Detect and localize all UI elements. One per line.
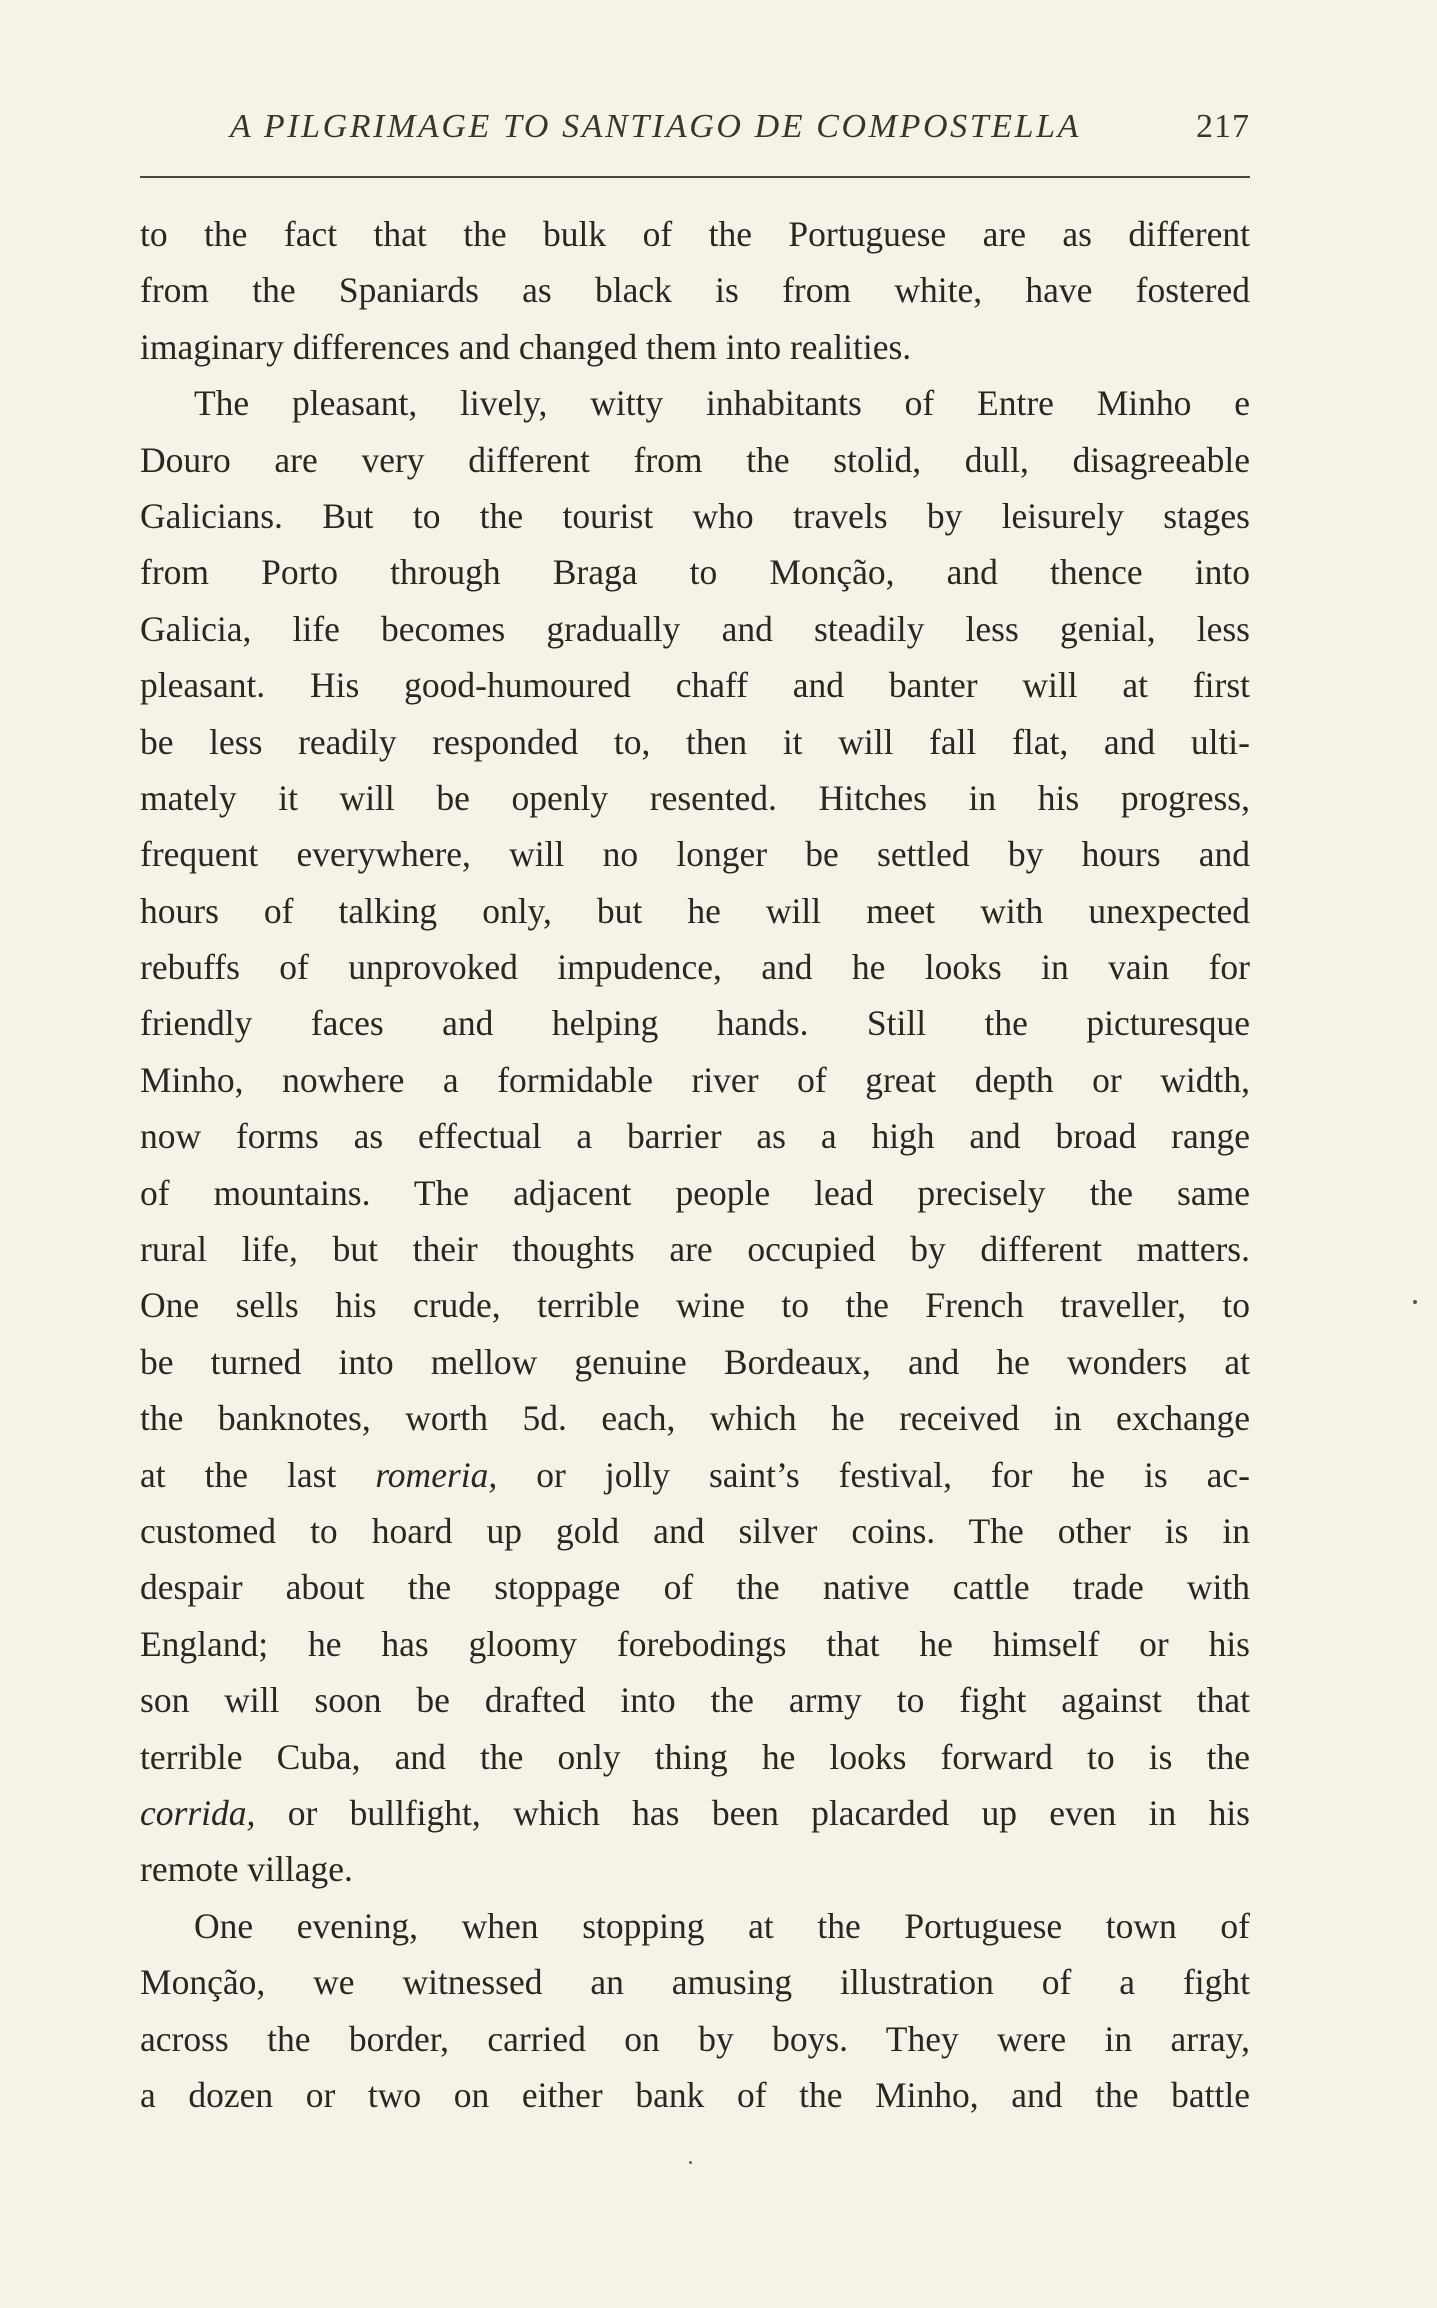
text-line: terrible Cuba, and the only thing he looks forward to is the [140, 1736, 1250, 1777]
text-line: despair about the stoppage of the native cattle trade with [140, 1567, 1250, 1608]
text-line: across the border, carried on by boys. They were in array, [140, 2018, 1250, 2059]
text-line: imaginary differences and changed them into realities. [140, 326, 912, 367]
text-line: hours of talking only, but he will meet with unexpected [140, 890, 1250, 931]
text-line: mately it will be openly resented. Hitches in his progress, [140, 777, 1250, 818]
margin-speck [1413, 1300, 1417, 1304]
text-line: Galicia, life becomes gradually and steadily less genial, less [140, 608, 1250, 649]
text-line: son will soon be drafted into the army to fight against that [140, 1680, 1250, 1721]
text-line: customed to hoard up gold and silver coins. The other is in [140, 1510, 1250, 1551]
italic-term-corrida: corrida, [140, 1792, 256, 1833]
text-line: friendly faces and helping hands. Still the picturesque [140, 1003, 1250, 1044]
text-line: be turned into mellow genuine Bordeaux, and he wonders at [140, 1341, 1250, 1382]
text-line: at the last romeria, or jolly saint’s festival, for he is ac- [140, 1454, 1250, 1495]
page-number: 217 [1196, 108, 1250, 145]
text-line: corrida, or bullfight, which has been placarded up even in his [140, 1792, 1250, 1833]
body-text [140, 206, 1250, 2123]
text-line: The pleasant, lively, witty inhabitants of Entre Minho e [194, 383, 1250, 424]
text-line: rebuffs of unprovoked impudence, and he looks in vain for [140, 947, 1250, 988]
text-line: rural life, but their thoughts are occupied by different matters. [140, 1229, 1250, 1270]
text-line: Minho, nowhere a formidable river of great depth or width, [140, 1059, 1250, 1100]
text-line: from Porto through Braga to Monção, and thence into [140, 552, 1250, 593]
text-line: pleasant. His good-humoured chaff and banter will at first [140, 665, 1250, 706]
running-title: A PILGRIMAGE TO SANTIAGO DE COMPOSTELLA [230, 108, 1081, 145]
text-line: the banknotes, worth 5d. each, which he received in exchange [140, 1398, 1250, 1439]
text-line: One evening, when stopping at the Portuguese town of [194, 1905, 1250, 1946]
header-rule [140, 176, 1250, 178]
text-line: Douro are very different from the stolid, dull, disagreeable [140, 439, 1250, 480]
bottom-speck [689, 2161, 692, 2164]
text-line: Galicians. But to the tourist who travels by leisurely stages [140, 495, 1250, 536]
italic-term-romeria: romeria, [375, 1454, 498, 1495]
text-line: One sells his crude, terrible wine to the French traveller, to [140, 1285, 1250, 1326]
text-line: a dozen or two on either bank of the Minho, and the battle [140, 2074, 1250, 2115]
text-line: be less readily responded to, then it will fall flat, and ulti- [140, 721, 1250, 762]
text-line: now forms as effectual a barrier as a high and broad range [140, 1116, 1250, 1157]
running-head [140, 104, 1250, 154]
text-line: England; he has gloomy forebodings that he himself or his [140, 1623, 1250, 1664]
text-line: remote village. [140, 1849, 353, 1890]
text-line: to the fact that the bulk of the Portuguese are as different [140, 214, 1250, 254]
text-line: Monção, we witnessed an amusing illustration of a fight [140, 1962, 1250, 2003]
text-line: frequent everywhere, will no longer be settled by hours and [140, 834, 1250, 875]
text-line: of mountains. The adjacent people lead precisely the same [140, 1172, 1250, 1213]
text-line: from the Spaniards as black is from white, have fostered [140, 270, 1250, 311]
